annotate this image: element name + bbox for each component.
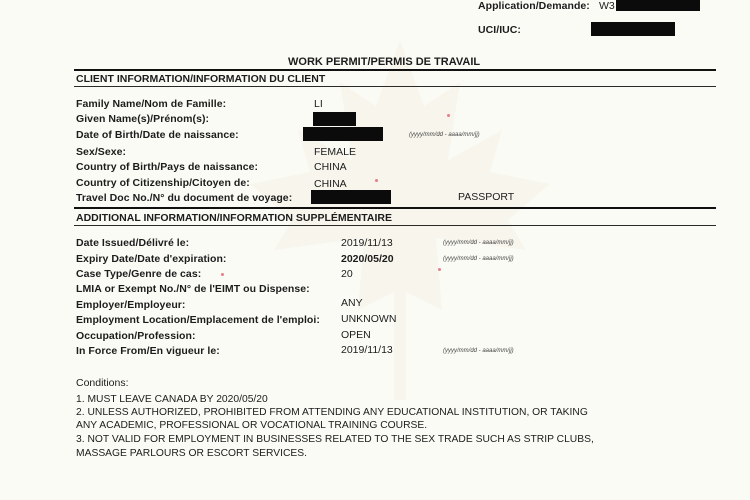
family-name-label: Family Name/Nom de Famille:	[76, 98, 227, 110]
title-rule	[74, 69, 716, 71]
redacted-given-name	[313, 112, 356, 126]
travel-doc-type: PASSPORT	[458, 191, 515, 203]
condition-line-2: 2. UNLESS AUTHORIZED, PROHIBITED FROM ATTENDING ANY EDUCATIONAL INSTITUTION, OR TAKING	[76, 407, 588, 418]
redacted-uci	[591, 22, 675, 36]
sex-label: Sex/Sexe:	[76, 146, 127, 158]
date-issued-format: (yyyy/mm/dd - aaaa/mm/jj)	[443, 240, 514, 246]
condition-line-4: 3. NOT VALID FOR EMPLOYMENT IN BUSINESSES RELATED TO THE SEX TRADE SUCH AS STRIP CLUBS,	[76, 434, 594, 445]
date-issued-label: Date Issued/Délivré le:	[76, 237, 190, 249]
security-dot	[221, 273, 224, 276]
client-end-rule	[74, 207, 716, 209]
occupation-value: OPEN	[341, 329, 371, 341]
sex-value: FEMALE	[314, 146, 357, 158]
redacted-application-number	[616, 0, 700, 11]
security-dot	[438, 268, 441, 271]
condition-line-1: 1. MUST LEAVE CANADA BY 2020/05/20	[76, 394, 268, 405]
security-dot	[447, 114, 450, 117]
date-of-birth-format: (yyyy/mm/dd - aaaa/mm/jj)	[409, 132, 480, 138]
client-section-heading: CLIENT INFORMATION/INFORMATION DU CLIENT	[76, 73, 326, 85]
in-force-from-value: 2019/11/13	[341, 344, 393, 356]
redacted-travel-doc-number	[311, 190, 391, 204]
application-number-prefix: W3	[599, 0, 615, 12]
family-name-value: LI	[314, 98, 323, 110]
in-force-from-format: (yyyy/mm/dd - aaaa/mm/jj)	[443, 348, 514, 354]
condition-line-3: ANY ACADEMIC, PROFESSIONAL OR VOCATIONAL TRAINING COURSE.	[76, 420, 428, 431]
occupation-label: Occupation/Profession:	[76, 330, 196, 342]
country-of-citizenship-label: Country of Citizenship/Citoyen de:	[76, 177, 250, 189]
uci-label: UCI/IUC:	[478, 24, 521, 36]
security-dot	[375, 179, 378, 182]
expiry-date-value: 2020/05/20	[341, 253, 394, 265]
condition-line-5: MASSAGE PARLOURS OR ESCORT SERVICES.	[76, 448, 307, 459]
employer-value: ANY	[341, 297, 363, 309]
given-name-label: Given Name(s)/Prénom(s):	[76, 113, 210, 125]
application-label: Application/Demande:	[478, 0, 590, 12]
country-of-citizenship-value: CHINA	[314, 178, 347, 190]
employment-location-value: UNKNOWN	[341, 313, 397, 325]
document-title: WORK PERMIT/PERMIS DE TRAVAIL	[288, 56, 481, 68]
expiry-date-label: Expiry Date/Date d'expiration:	[76, 253, 227, 265]
additional-section-rule	[74, 225, 716, 226]
case-type-value: 20	[341, 268, 353, 280]
expiry-date-format: (yyyy/mm/dd - aaaa/mm/jj)	[443, 256, 514, 262]
date-issued-value: 2019/11/13	[341, 237, 393, 249]
date-of-birth-label: Date of Birth/Date de naissance:	[76, 129, 239, 141]
case-type-label: Case Type/Genre de cas:	[76, 268, 202, 280]
client-section-rule	[74, 86, 716, 87]
employment-location-label: Employment Location/Emplacement de l'emploi:	[76, 314, 320, 326]
redacted-date-of-birth	[303, 127, 383, 141]
country-of-birth-label: Country of Birth/Pays de naissance:	[76, 161, 259, 173]
conditions-heading: Conditions:	[76, 377, 129, 389]
employer-label: Employer/Employeur:	[76, 299, 186, 311]
country-of-birth-value: CHINA	[314, 161, 347, 173]
in-force-from-label: In Force From/En vigueur le:	[76, 345, 220, 357]
lmia-label: LMIA or Exempt No./N° de l'EIMT ou Dispense:	[76, 283, 310, 295]
additional-section-heading: ADDITIONAL INFORMATION/INFORMATION SUPPLÉMENTAIRE	[76, 212, 392, 224]
travel-doc-label: Travel Doc No./N° du document de voyage:	[76, 192, 293, 204]
